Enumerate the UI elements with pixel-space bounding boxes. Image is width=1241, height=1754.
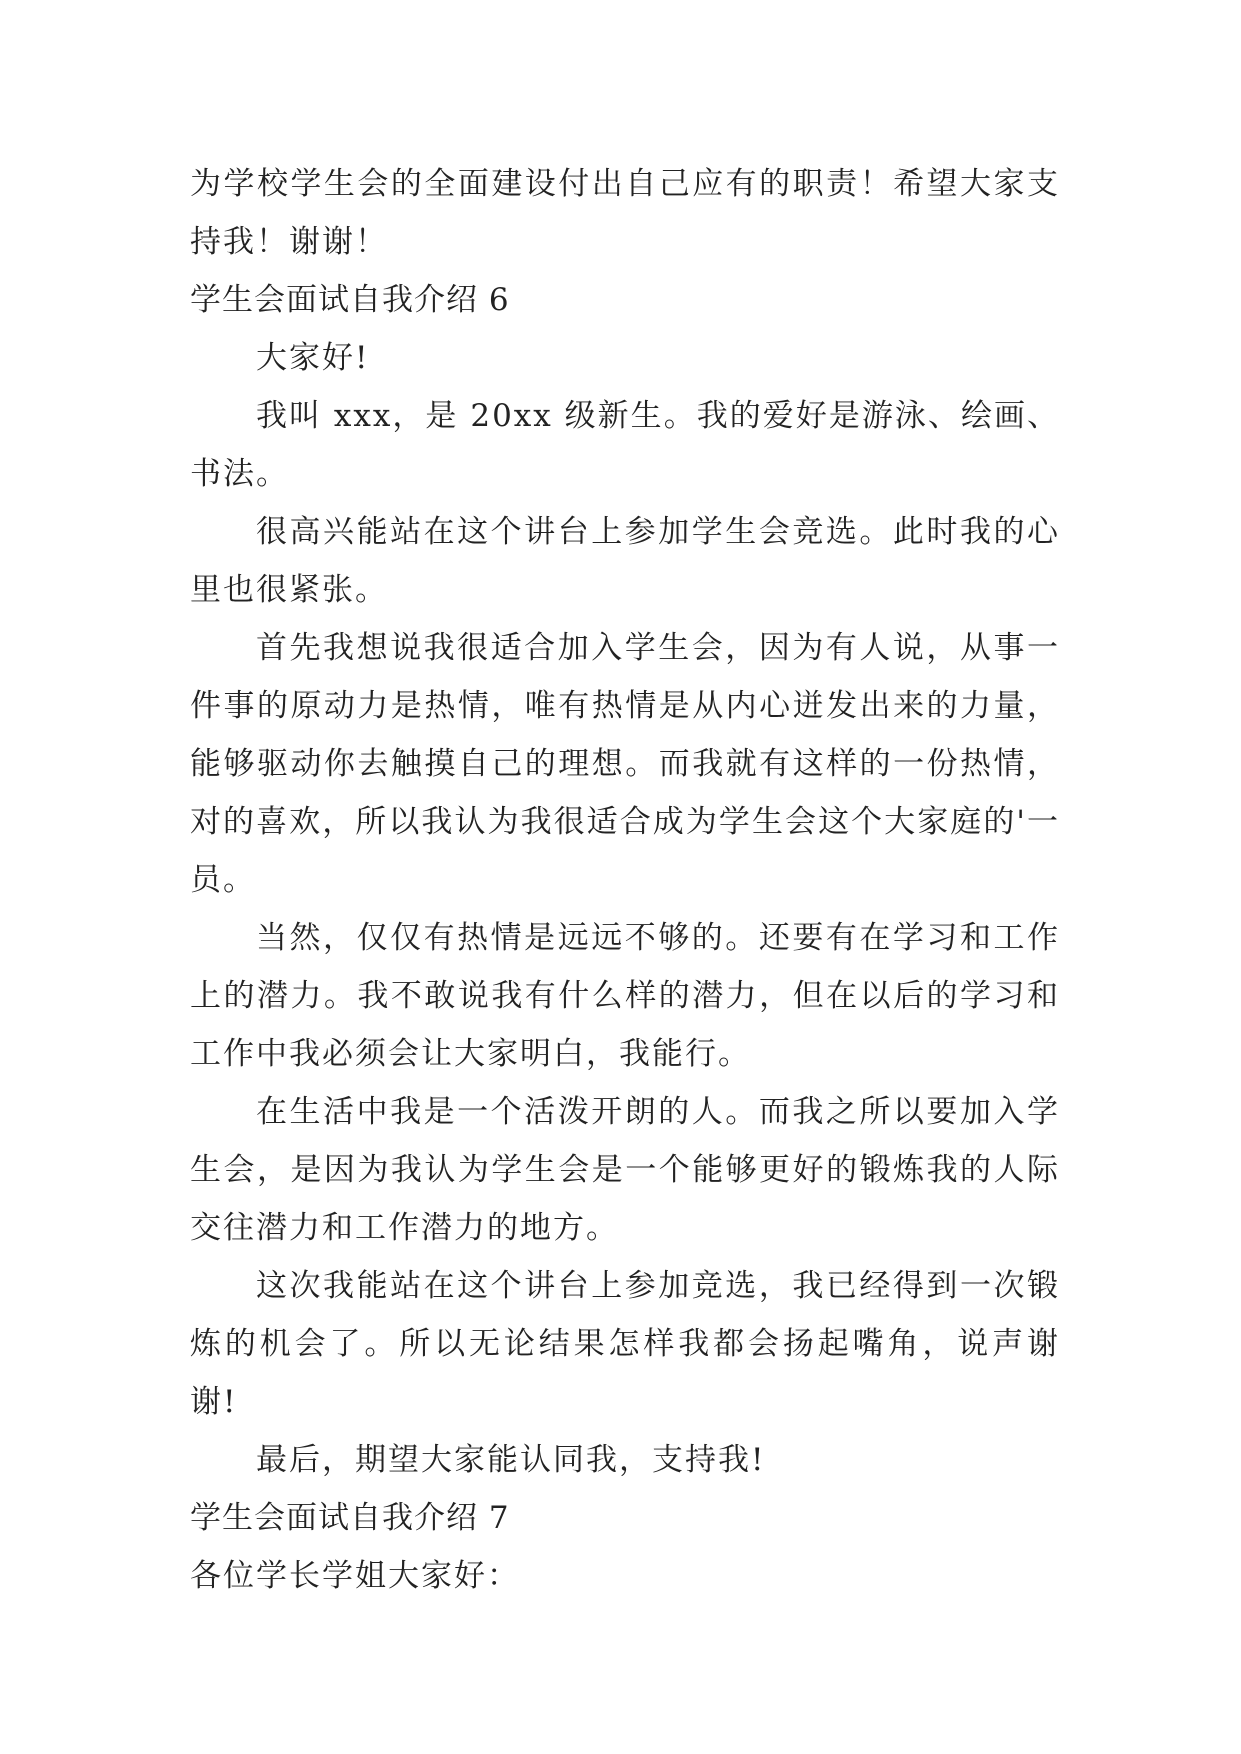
paragraph-greeting: 大家好!: [256, 340, 370, 376]
paragraph-greeting-seniors: 各位学长学姐大家好：: [190, 1558, 520, 1594]
paragraph-closing-previous: 为学校学生会的全面建设付出自己应有的职责！希望大家支持我！谢谢！: [190, 166, 1060, 260]
paragraph-introduction: 我叫 xxx，是 20xx 级新生。我的爱好是游泳、绘画、书法。: [190, 398, 1060, 492]
paragraph-final: 最后，期望大家能认同我，支持我!: [256, 1442, 766, 1478]
paragraph-passion: 首先我想说我很适合加入学生会，因为有人说，从事一件事的原动力是热情，唯有热情是从内心迸发出来的力量，能够驱动你去触摸自己的理想。而我就有这样的一份热情，对的喜欢，所以我认为我很适合成为学生会这个大家庭的'一员。: [190, 630, 1060, 898]
document-body: [190, 155, 1060, 1605]
paragraph-personality: 在生活中我是一个活泼开朗的人。而我之所以要加入学生会，是因为我认为学生会是一个能够更好的锻炼我的人际交往潜力和工作潜力的地方。: [190, 1094, 1060, 1246]
paragraph-feeling: 很高兴能站在这个讲台上参加学生会竞选。此时我的心里也很紧张。: [190, 514, 1060, 608]
paragraph-potential: 当然，仅仅有热情是远远不够的。还要有在学习和工作上的潜力。我不敢说我有什么样的潜力，但在以后的学习和工作中我必须会让大家明白，我能行。: [190, 920, 1060, 1072]
section-heading-7: 学生会面试自我介绍 7: [190, 1500, 510, 1536]
paragraph-opportunity: 这次我能站在这个讲台上参加竞选，我已经得到一次锻炼的机会了。所以无论结果怎样我都会扬起嘴角，说声谢谢!: [190, 1268, 1060, 1420]
section-heading-6: 学生会面试自我介绍 6: [190, 282, 510, 318]
